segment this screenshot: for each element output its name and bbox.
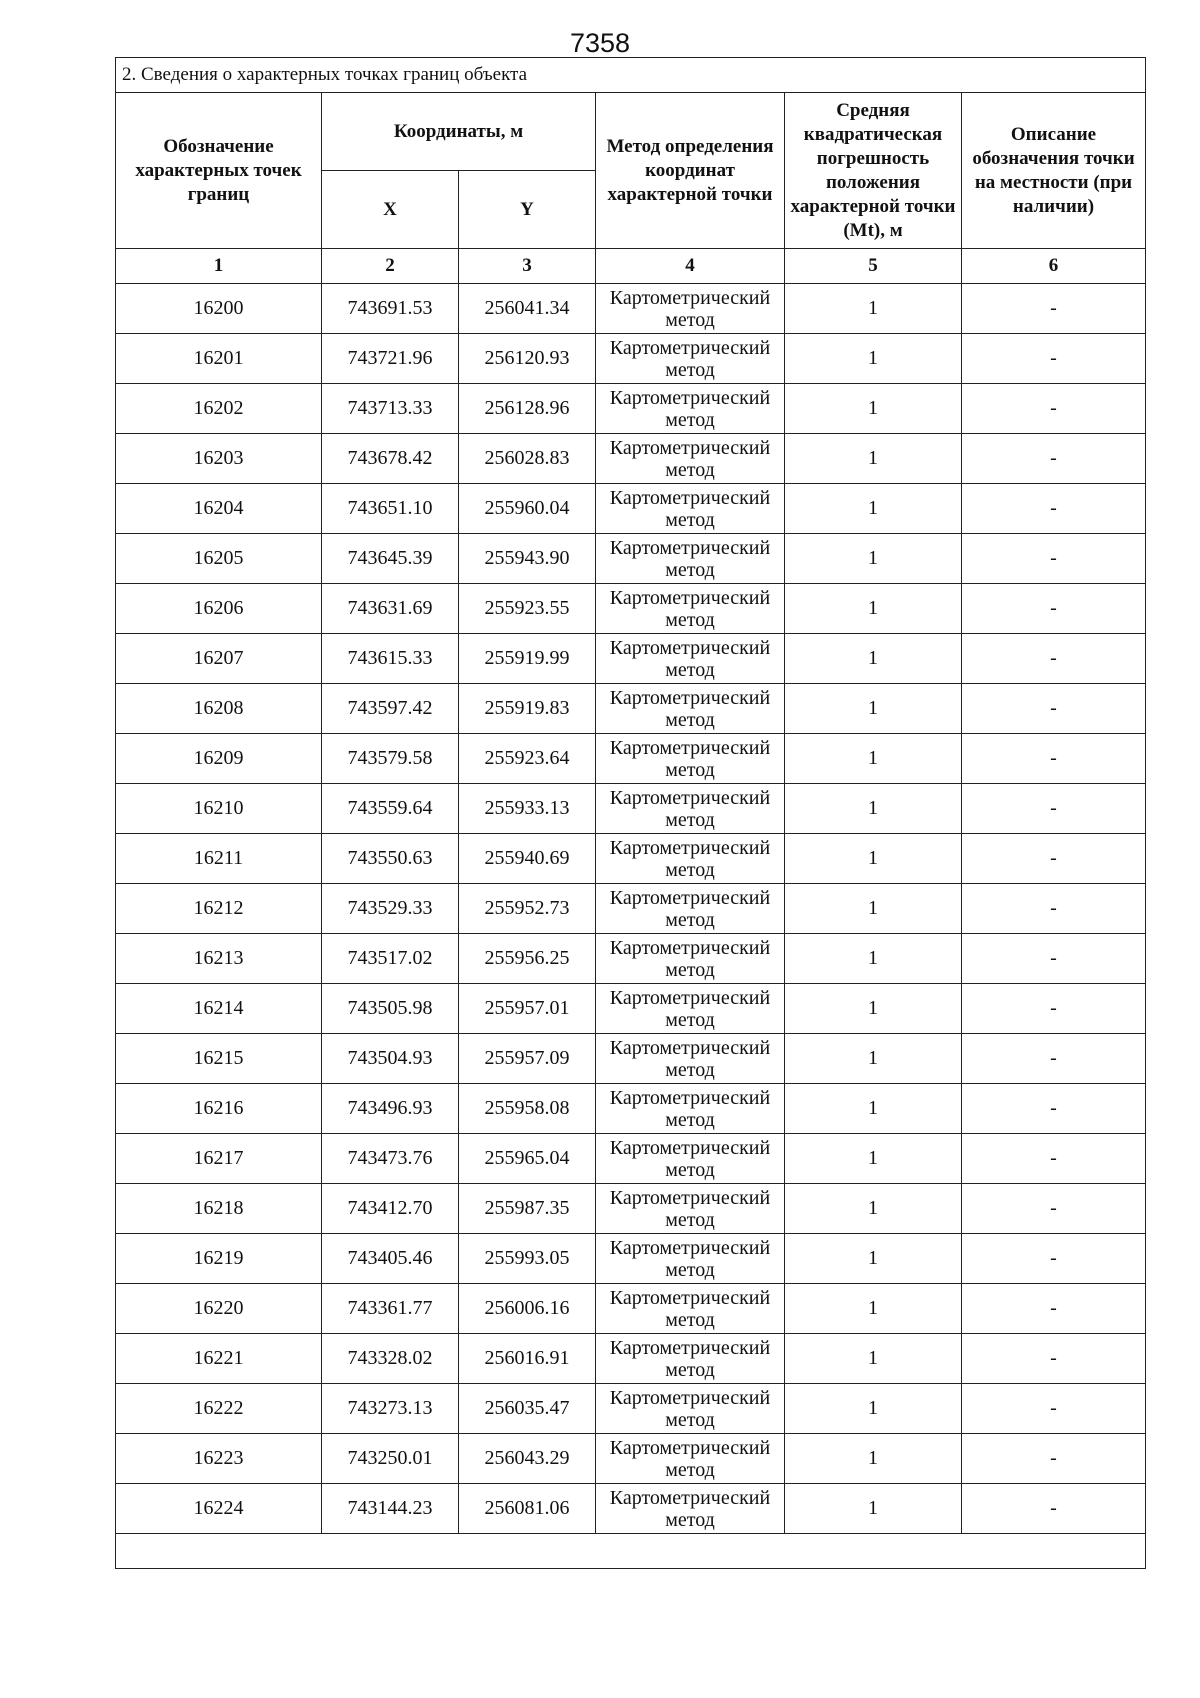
column-numbers-row bbox=[116, 249, 1146, 284]
method-text-line2: метод bbox=[665, 1358, 715, 1381]
method-text-line2: метод bbox=[665, 908, 715, 931]
x-coordinate-cell: 743615.33 bbox=[322, 634, 459, 684]
mean-error-cell: 1 bbox=[785, 984, 962, 1034]
mean-error-cell: 1 bbox=[785, 1284, 962, 1334]
y-coordinate-cell: 255956.25 bbox=[459, 934, 596, 984]
point-id-cell: 16209 bbox=[116, 734, 322, 784]
point-id-cell: 16222 bbox=[116, 1384, 322, 1434]
y-coordinate-cell: 256043.29 bbox=[459, 1434, 596, 1484]
column-number: 4 bbox=[596, 249, 785, 284]
x-coordinate-cell: 743496.93 bbox=[322, 1084, 459, 1134]
method-text-line2: метод bbox=[665, 458, 715, 481]
description-cell: - bbox=[962, 1134, 1146, 1184]
method-text-line1: Картометрический bbox=[609, 886, 771, 909]
y-coordinate-cell: 256128.96 bbox=[459, 384, 596, 434]
table-row bbox=[116, 634, 1146, 684]
column-number: 5 bbox=[785, 249, 962, 284]
point-id-cell: 16218 bbox=[116, 1184, 322, 1234]
method-text-line1: Картометрический bbox=[609, 1336, 771, 1359]
mean-error-cell: 1 bbox=[785, 534, 962, 584]
table-row bbox=[116, 784, 1146, 834]
table-row bbox=[116, 884, 1146, 934]
mean-error-cell: 1 bbox=[785, 1034, 962, 1084]
mean-error-cell: 1 bbox=[785, 284, 962, 334]
method-text-line1: Картометрический bbox=[609, 1286, 771, 1309]
method-cell bbox=[596, 334, 785, 384]
y-coordinate-cell: 255957.09 bbox=[459, 1034, 596, 1084]
table-row bbox=[116, 1384, 1146, 1434]
description-cell: - bbox=[962, 884, 1146, 934]
method-text-line2: метод bbox=[665, 308, 715, 331]
method-text-line2: метод bbox=[665, 1058, 715, 1081]
table-row bbox=[116, 284, 1146, 334]
x-coordinate-cell: 743691.53 bbox=[322, 284, 459, 334]
point-id-cell: 16219 bbox=[116, 1234, 322, 1284]
method-text-line2: метод bbox=[665, 1308, 715, 1331]
table-row bbox=[116, 1484, 1146, 1534]
point-id-cell: 16208 bbox=[116, 684, 322, 734]
x-coordinate-cell: 743597.42 bbox=[322, 684, 459, 734]
method-text-line2: метод bbox=[665, 1108, 715, 1131]
x-coordinate-cell: 743651.10 bbox=[322, 484, 459, 534]
mean-error-cell: 1 bbox=[785, 834, 962, 884]
point-id-cell: 16207 bbox=[116, 634, 322, 684]
header-x: X bbox=[322, 171, 459, 249]
header-point-designation: Обозначение характерных точек границ bbox=[116, 93, 322, 249]
description-cell: - bbox=[962, 1334, 1146, 1384]
method-text-line2: метод bbox=[665, 708, 715, 731]
y-coordinate-cell: 255919.99 bbox=[459, 634, 596, 684]
y-coordinate-cell: 255958.08 bbox=[459, 1084, 596, 1134]
column-number: 1 bbox=[116, 249, 322, 284]
column-number: 6 bbox=[962, 249, 1146, 284]
method-text-line2: метод bbox=[665, 1008, 715, 1031]
method-text-line2: метод bbox=[665, 408, 715, 431]
method-text-line2: метод bbox=[665, 808, 715, 831]
method-cell bbox=[596, 834, 785, 884]
point-id-cell: 16202 bbox=[116, 384, 322, 434]
method-text-line2: метод bbox=[665, 1158, 715, 1181]
description-cell: - bbox=[962, 1234, 1146, 1284]
description-cell: - bbox=[962, 284, 1146, 334]
method-text-line1: Картометрический bbox=[609, 1036, 771, 1059]
description-cell: - bbox=[962, 534, 1146, 584]
description-cell: - bbox=[962, 1034, 1146, 1084]
method-cell bbox=[596, 1134, 785, 1184]
mean-error-cell: 1 bbox=[785, 1434, 962, 1484]
table-body bbox=[116, 284, 1146, 1534]
method-text-line2: метод bbox=[665, 858, 715, 881]
point-id-cell: 16204 bbox=[116, 484, 322, 534]
y-coordinate-cell: 255933.13 bbox=[459, 784, 596, 834]
point-id-cell: 16216 bbox=[116, 1084, 322, 1134]
description-cell: - bbox=[962, 784, 1146, 834]
x-coordinate-cell: 743504.93 bbox=[322, 1034, 459, 1084]
method-cell bbox=[596, 1434, 785, 1484]
method-cell bbox=[596, 934, 785, 984]
y-coordinate-cell: 256016.91 bbox=[459, 1334, 596, 1384]
y-coordinate-cell: 255923.55 bbox=[459, 584, 596, 634]
header-y: Y bbox=[459, 171, 596, 249]
method-text-line2: метод bbox=[665, 558, 715, 581]
table-row bbox=[116, 684, 1146, 734]
table-row bbox=[116, 1434, 1146, 1484]
boundary-points-table bbox=[115, 57, 1146, 1569]
method-text-line1: Картометрический bbox=[609, 286, 771, 309]
y-coordinate-cell: 256081.06 bbox=[459, 1484, 596, 1534]
description-cell: - bbox=[962, 484, 1146, 534]
point-id-cell: 16213 bbox=[116, 934, 322, 984]
empty-cell bbox=[116, 1534, 1146, 1569]
point-id-cell: 16214 bbox=[116, 984, 322, 1034]
method-cell bbox=[596, 434, 785, 484]
description-cell: - bbox=[962, 334, 1146, 384]
description-cell: - bbox=[962, 1284, 1146, 1334]
method-cell bbox=[596, 1384, 785, 1434]
method-cell bbox=[596, 784, 785, 834]
x-coordinate-cell: 743473.76 bbox=[322, 1134, 459, 1184]
y-coordinate-cell: 255960.04 bbox=[459, 484, 596, 534]
method-text-line1: Картометрический bbox=[609, 636, 771, 659]
method-cell bbox=[596, 1034, 785, 1084]
x-coordinate-cell: 743579.58 bbox=[322, 734, 459, 784]
mean-error-cell: 1 bbox=[785, 1334, 962, 1384]
mean-error-cell: 1 bbox=[785, 1184, 962, 1234]
y-coordinate-cell: 255987.35 bbox=[459, 1184, 596, 1234]
method-text-line1: Картометрический bbox=[609, 736, 771, 759]
y-coordinate-cell: 256035.47 bbox=[459, 1384, 596, 1434]
table-row bbox=[116, 584, 1146, 634]
table-row bbox=[116, 1084, 1146, 1134]
method-text-line2: метод bbox=[665, 608, 715, 631]
y-coordinate-cell: 256120.93 bbox=[459, 334, 596, 384]
description-cell: - bbox=[962, 934, 1146, 984]
mean-error-cell: 1 bbox=[785, 684, 962, 734]
x-coordinate-cell: 743144.23 bbox=[322, 1484, 459, 1534]
column-number: 2 bbox=[322, 249, 459, 284]
x-coordinate-cell: 743405.46 bbox=[322, 1234, 459, 1284]
method-text-line2: метод bbox=[665, 1208, 715, 1231]
method-text-line1: Картометрический bbox=[609, 936, 771, 959]
method-text-line2: метод bbox=[665, 758, 715, 781]
mean-error-cell: 1 bbox=[785, 484, 962, 534]
table-row bbox=[116, 1234, 1146, 1284]
method-text-line1: Картометрический bbox=[609, 986, 771, 1009]
x-coordinate-cell: 743645.39 bbox=[322, 534, 459, 584]
mean-error-cell: 1 bbox=[785, 334, 962, 384]
method-text-line2: метод bbox=[665, 508, 715, 531]
mean-error-cell: 1 bbox=[785, 784, 962, 834]
description-cell: - bbox=[962, 384, 1146, 434]
method-cell bbox=[596, 1184, 785, 1234]
table-row bbox=[116, 384, 1146, 434]
point-id-cell: 16217 bbox=[116, 1134, 322, 1184]
method-cell bbox=[596, 1084, 785, 1134]
mean-error-cell: 1 bbox=[785, 1234, 962, 1284]
description-cell: - bbox=[962, 1384, 1146, 1434]
x-coordinate-cell: 743505.98 bbox=[322, 984, 459, 1034]
description-cell: - bbox=[962, 1484, 1146, 1534]
y-coordinate-cell: 256041.34 bbox=[459, 284, 596, 334]
method-text-line1: Картометрический bbox=[609, 486, 771, 509]
point-id-cell: 16201 bbox=[116, 334, 322, 384]
y-coordinate-cell: 255993.05 bbox=[459, 1234, 596, 1284]
header-description: Описание обозначения точки на местности (при наличии) bbox=[962, 93, 1146, 249]
table-row bbox=[116, 1334, 1146, 1384]
x-coordinate-cell: 743250.01 bbox=[322, 1434, 459, 1484]
point-id-cell: 16205 bbox=[116, 534, 322, 584]
table-row bbox=[116, 834, 1146, 884]
description-cell: - bbox=[962, 834, 1146, 884]
table-row bbox=[116, 1284, 1146, 1334]
method-text-line1: Картометрический bbox=[609, 336, 771, 359]
method-text-line1: Картометрический bbox=[609, 586, 771, 609]
point-id-cell: 16221 bbox=[116, 1334, 322, 1384]
description-cell: - bbox=[962, 584, 1146, 634]
point-id-cell: 16200 bbox=[116, 284, 322, 334]
y-coordinate-cell: 255957.01 bbox=[459, 984, 596, 1034]
method-text-line2: метод bbox=[665, 1458, 715, 1481]
page-number: 7358 bbox=[569, 28, 631, 58]
method-text-line1: Картометрический bbox=[609, 1486, 771, 1509]
y-coordinate-cell: 255952.73 bbox=[459, 884, 596, 934]
mean-error-cell: 1 bbox=[785, 1384, 962, 1434]
description-cell: - bbox=[962, 984, 1146, 1034]
point-id-cell: 16215 bbox=[116, 1034, 322, 1084]
method-text-line1: Картометрический bbox=[609, 386, 771, 409]
mean-error-cell: 1 bbox=[785, 434, 962, 484]
header-coordinates: Координаты, м bbox=[322, 93, 596, 171]
description-cell: - bbox=[962, 734, 1146, 784]
y-coordinate-cell: 255943.90 bbox=[459, 534, 596, 584]
description-cell: - bbox=[962, 1084, 1146, 1134]
y-coordinate-cell: 256006.16 bbox=[459, 1284, 596, 1334]
method-text-line1: Картометрический bbox=[609, 536, 771, 559]
mean-error-cell: 1 bbox=[785, 634, 962, 684]
point-id-cell: 16212 bbox=[116, 884, 322, 934]
description-cell: - bbox=[962, 1434, 1146, 1484]
method-cell bbox=[596, 734, 785, 784]
table-row bbox=[116, 434, 1146, 484]
y-coordinate-cell: 255940.69 bbox=[459, 834, 596, 884]
table-row bbox=[116, 934, 1146, 984]
header-mean-error: Средняя квадратическая погрешность положения характерной точки (Mt), м bbox=[785, 93, 962, 249]
method-text-line2: метод bbox=[665, 358, 715, 381]
method-cell bbox=[596, 1234, 785, 1284]
method-text-line1: Картометрический bbox=[609, 1236, 771, 1259]
method-text-line2: метод bbox=[665, 1508, 715, 1531]
method-text-line1: Картометрический bbox=[609, 1136, 771, 1159]
method-cell bbox=[596, 534, 785, 584]
method-text-line2: метод bbox=[665, 958, 715, 981]
point-id-cell: 16203 bbox=[116, 434, 322, 484]
table-row bbox=[116, 534, 1146, 584]
method-text-line1: Картометрический bbox=[609, 436, 771, 459]
x-coordinate-cell: 743273.13 bbox=[322, 1384, 459, 1434]
method-cell bbox=[596, 884, 785, 934]
x-coordinate-cell: 743721.96 bbox=[322, 334, 459, 384]
table-row bbox=[116, 334, 1146, 384]
y-coordinate-cell: 256028.83 bbox=[459, 434, 596, 484]
mean-error-cell: 1 bbox=[785, 884, 962, 934]
x-coordinate-cell: 743412.70 bbox=[322, 1184, 459, 1234]
description-cell: - bbox=[962, 634, 1146, 684]
method-cell bbox=[596, 984, 785, 1034]
mean-error-cell: 1 bbox=[785, 384, 962, 434]
empty-row bbox=[116, 1534, 1146, 1569]
table-row bbox=[116, 1184, 1146, 1234]
method-cell bbox=[596, 684, 785, 734]
table-row bbox=[116, 484, 1146, 534]
y-coordinate-cell: 255923.64 bbox=[459, 734, 596, 784]
method-cell bbox=[596, 634, 785, 684]
table-row bbox=[116, 984, 1146, 1034]
method-cell bbox=[596, 384, 785, 434]
point-id-cell: 16224 bbox=[116, 1484, 322, 1534]
method-text-line1: Картометрический bbox=[609, 1086, 771, 1109]
x-coordinate-cell: 743559.64 bbox=[322, 784, 459, 834]
table-row bbox=[116, 1134, 1146, 1184]
y-coordinate-cell: 255919.83 bbox=[459, 684, 596, 734]
y-coordinate-cell: 255965.04 bbox=[459, 1134, 596, 1184]
mean-error-cell: 1 bbox=[785, 934, 962, 984]
x-coordinate-cell: 743328.02 bbox=[322, 1334, 459, 1384]
mean-error-cell: 1 bbox=[785, 584, 962, 634]
mean-error-cell: 1 bbox=[785, 1084, 962, 1134]
mean-error-cell: 1 bbox=[785, 1484, 962, 1534]
description-cell: - bbox=[962, 1184, 1146, 1234]
x-coordinate-cell: 743678.42 bbox=[322, 434, 459, 484]
method-text-line1: Картометрический bbox=[609, 686, 771, 709]
method-cell bbox=[596, 1284, 785, 1334]
description-cell: - bbox=[962, 684, 1146, 734]
method-text-line1: Картометрический bbox=[609, 1386, 771, 1409]
point-id-cell: 16223 bbox=[116, 1434, 322, 1484]
method-text-line2: метод bbox=[665, 658, 715, 681]
method-text-line2: метод bbox=[665, 1258, 715, 1281]
method-text-line1: Картометрический bbox=[609, 1436, 771, 1459]
x-coordinate-cell: 743529.33 bbox=[322, 884, 459, 934]
mean-error-cell: 1 bbox=[785, 1134, 962, 1184]
header-method: Метод определения координат характерной точки bbox=[596, 93, 785, 249]
x-coordinate-cell: 743713.33 bbox=[322, 384, 459, 434]
method-cell bbox=[596, 584, 785, 634]
method-cell bbox=[596, 1334, 785, 1384]
mean-error-cell: 1 bbox=[785, 734, 962, 784]
point-id-cell: 16206 bbox=[116, 584, 322, 634]
table-row bbox=[116, 1034, 1146, 1084]
x-coordinate-cell: 743631.69 bbox=[322, 584, 459, 634]
method-text-line1: Картометрический bbox=[609, 1186, 771, 1209]
method-cell bbox=[596, 284, 785, 334]
method-text-line1: Картометрический bbox=[609, 836, 771, 859]
description-cell: - bbox=[962, 434, 1146, 484]
point-id-cell: 16210 bbox=[116, 784, 322, 834]
x-coordinate-cell: 743517.02 bbox=[322, 934, 459, 984]
point-id-cell: 16211 bbox=[116, 834, 322, 884]
method-cell bbox=[596, 1484, 785, 1534]
section-title: 2. Сведения о характерных точках границ объекта bbox=[116, 58, 1146, 93]
method-cell bbox=[596, 484, 785, 534]
x-coordinate-cell: 743361.77 bbox=[322, 1284, 459, 1334]
method-text-line1: Картометрический bbox=[609, 786, 771, 809]
method-text-line2: метод bbox=[665, 1408, 715, 1431]
x-coordinate-cell: 743550.63 bbox=[322, 834, 459, 884]
table-row bbox=[116, 734, 1146, 784]
column-number: 3 bbox=[459, 249, 596, 284]
point-id-cell: 16220 bbox=[116, 1284, 322, 1334]
